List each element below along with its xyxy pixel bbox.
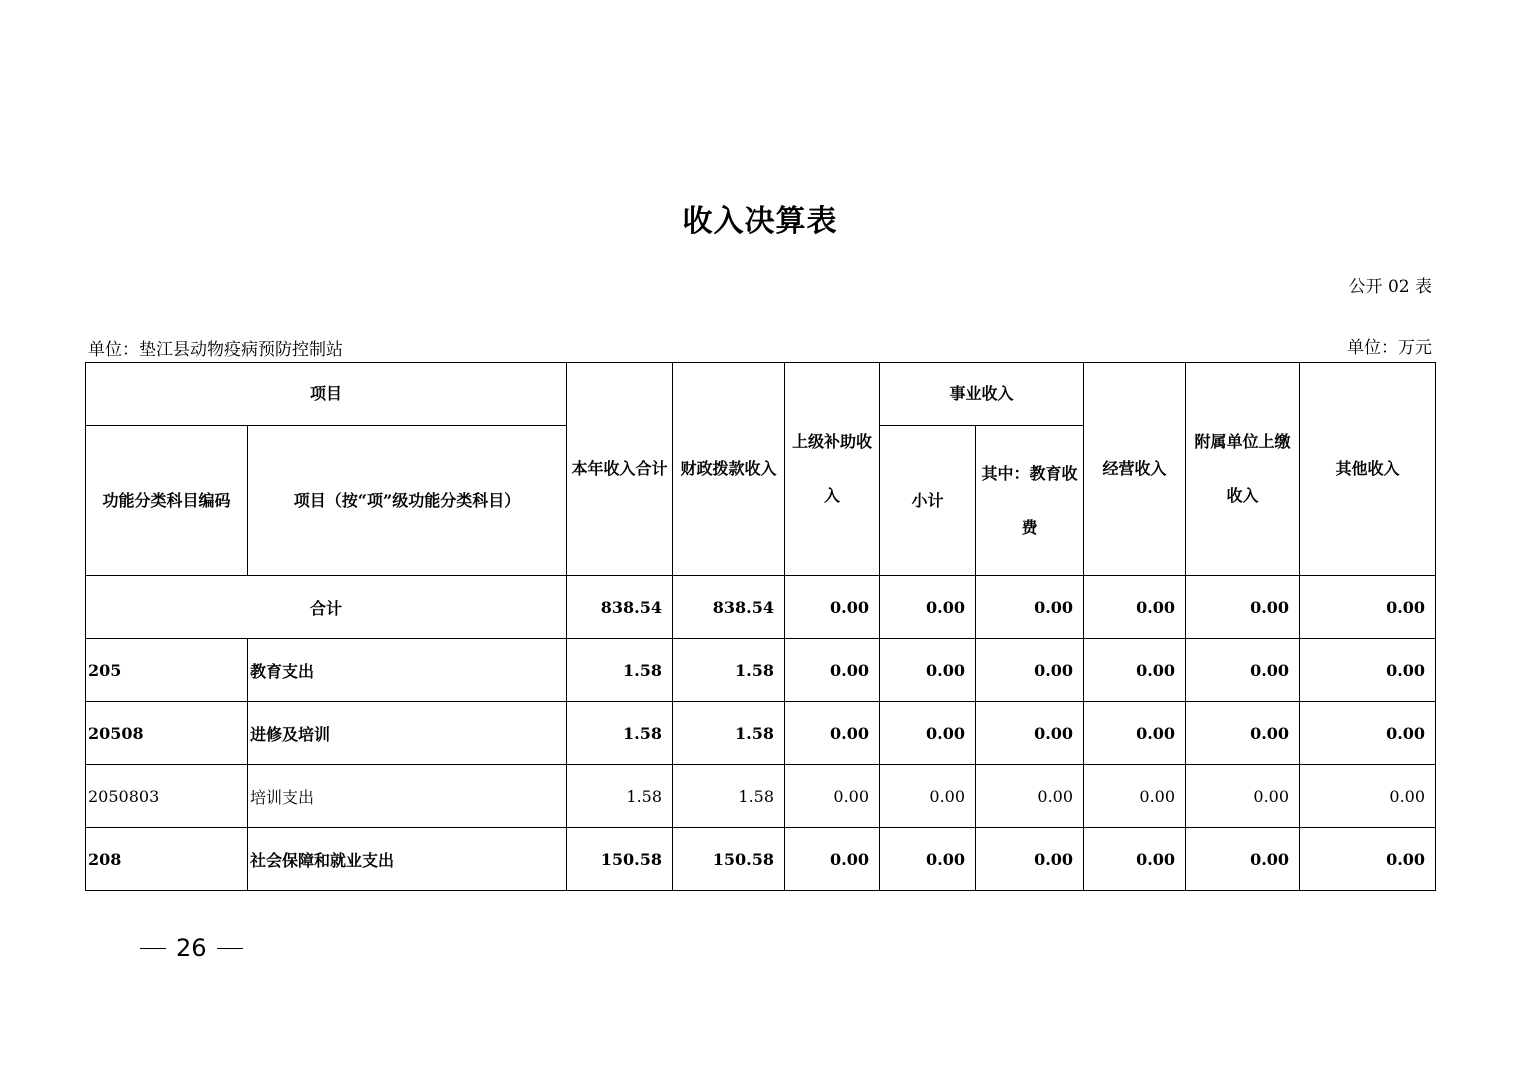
cell-value: 1.58 [567, 639, 673, 702]
form-number: 公开 02 表 [1348, 277, 1432, 297]
cell-value: 0.00 [1186, 576, 1300, 639]
header-upper-subsidy: 上级补助收入 [785, 363, 880, 576]
header-fiscal: 财政拨款收入 [673, 363, 785, 576]
cell-value: 0.00 [976, 828, 1084, 891]
cell-value: 0.00 [880, 702, 976, 765]
cell-name: 培训支出 [248, 765, 567, 828]
cell-value: 0.00 [1084, 765, 1186, 828]
cell-value: 0.00 [785, 639, 880, 702]
cell-value: 0.00 [880, 639, 976, 702]
dash-decoration [217, 948, 243, 949]
dash-decoration [140, 948, 166, 949]
cell-value: 0.00 [976, 765, 1084, 828]
cell-value: 150.58 [673, 828, 785, 891]
cell-value: 0.00 [1084, 576, 1186, 639]
cell-code: 208 [86, 828, 248, 891]
cell-value: 1.58 [567, 702, 673, 765]
header-business: 事业收入 [880, 363, 1084, 426]
header-business-edu: 其中：教育收费 [976, 426, 1084, 576]
cell-value: 1.58 [673, 639, 785, 702]
header-total-income: 本年收入合计 [567, 363, 673, 576]
cell-value: 0.00 [1300, 828, 1436, 891]
table-row [86, 639, 1436, 702]
cell-value: 0.00 [1300, 639, 1436, 702]
cell-value: 0.00 [785, 576, 880, 639]
cell-value: 0.00 [1186, 828, 1300, 891]
cell-value: 0.00 [1084, 828, 1186, 891]
cell-value: 0.00 [976, 576, 1084, 639]
cell-value: 0.00 [880, 576, 976, 639]
table-row [86, 765, 1436, 828]
total-label: 合计 [86, 576, 567, 639]
cell-value: 838.54 [567, 576, 673, 639]
cell-value: 150.58 [567, 828, 673, 891]
header-func-code: 功能分类科目编码 [86, 426, 248, 576]
header-affiliate: 附属单位上缴收入 [1186, 363, 1300, 576]
cell-value: 0.00 [1300, 576, 1436, 639]
cell-code: 2050803 [86, 765, 248, 828]
cell-value: 0.00 [1186, 765, 1300, 828]
header-operating: 经营收入 [1084, 363, 1186, 576]
cell-value: 1.58 [673, 702, 785, 765]
header-project: 项目 [86, 363, 567, 426]
cell-name: 社会保障和就业支出 [248, 828, 567, 891]
table-row-total [86, 576, 1436, 639]
cell-value: 0.00 [785, 828, 880, 891]
cell-value: 0.00 [976, 702, 1084, 765]
cell-value: 0.00 [880, 765, 976, 828]
table-row [86, 702, 1436, 765]
table-row [86, 828, 1436, 891]
cell-value: 838.54 [673, 576, 785, 639]
cell-value: 0.00 [1084, 702, 1186, 765]
cell-value: 0.00 [1084, 639, 1186, 702]
cell-value: 1.58 [567, 765, 673, 828]
cell-value: 0.00 [1300, 765, 1436, 828]
cell-value: 0.00 [1300, 702, 1436, 765]
page-number [130, 934, 253, 962]
unit-currency: 单位：万元 [1347, 338, 1432, 358]
cell-value: 0.00 [785, 702, 880, 765]
cell-value: 0.00 [1186, 702, 1300, 765]
cell-value: 0.00 [785, 765, 880, 828]
cell-name: 进修及培训 [248, 702, 567, 765]
page-number-text: 26 [176, 934, 207, 962]
cell-value: 0.00 [880, 828, 976, 891]
header-func-name: 项目（按“项”级功能分类科目） [248, 426, 567, 576]
cell-code: 205 [86, 639, 248, 702]
header-other: 其他收入 [1300, 363, 1436, 576]
header-business-subtotal: 小计 [880, 426, 976, 576]
income-report-table [85, 362, 1436, 891]
cell-name: 教育支出 [248, 639, 567, 702]
cell-value: 0.00 [1186, 639, 1300, 702]
page-title: 收入决算表 [682, 204, 838, 239]
cell-value: 0.00 [976, 639, 1084, 702]
unit-organization: 单位：垫江县动物疫病预防控制站 [88, 340, 343, 360]
cell-value: 1.58 [673, 765, 785, 828]
cell-code: 20508 [86, 702, 248, 765]
